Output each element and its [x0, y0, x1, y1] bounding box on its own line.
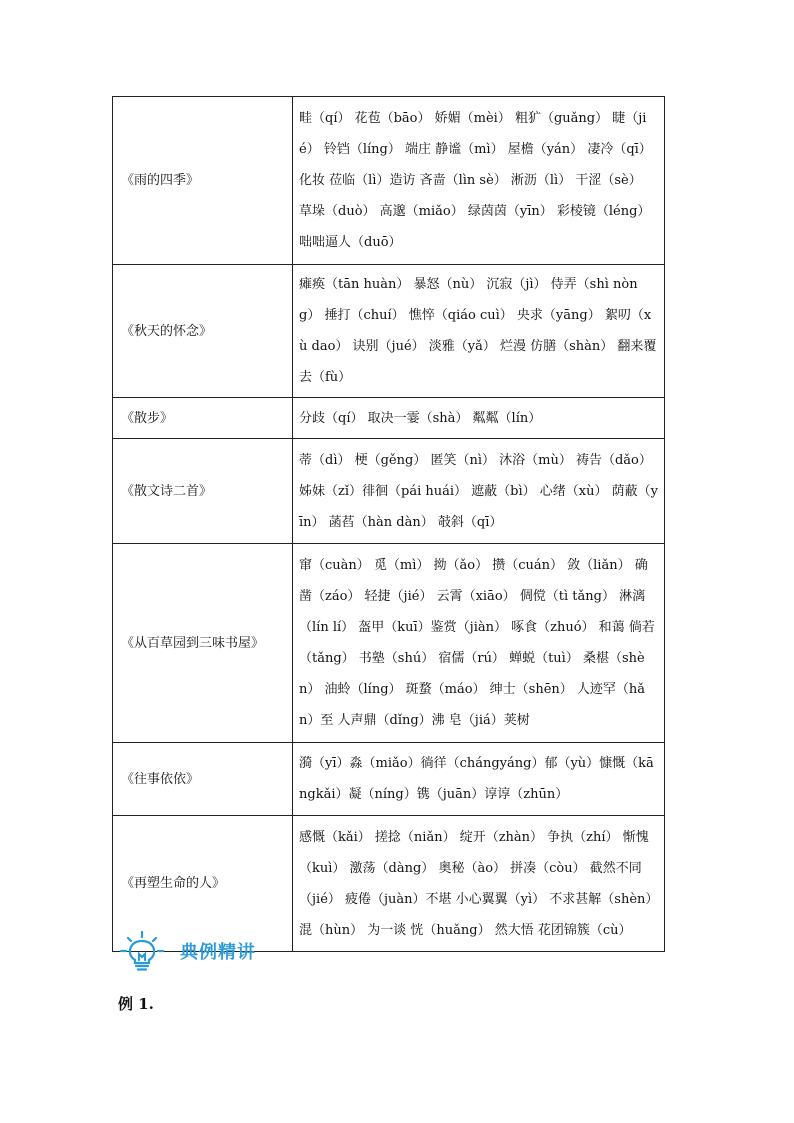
example-label: 例 1.	[118, 995, 154, 1013]
lesson-title: 《散步》	[113, 398, 293, 439]
lesson-words: 窜（cuàn） 觅（mì） 拗（ǎo） 攒（cuán） 敛（liǎn） 确凿（záo） 轻捷（jié） 云霄（xiāo） 倜傥（tì tǎng） 淋漓（lín lí） 盔甲（kuī）鉴赏（jiàn） 啄食（zhuó） 和蔼 倘若（tǎng） 书塾（shú） 宿儒（rú） 蝉蜕（tuì） 桑椹（shèn） 油蛉（líng） 斑蝥（máo） 绅士（shēn） 人迹罕（hǎn）至 人声鼎（dǐng）沸 皂（jiá）荚树	[293, 544, 665, 743]
table-row	[113, 544, 665, 743]
table-row	[113, 743, 665, 816]
lesson-words: 畦（qí） 花苞（bāo） 娇媚（mèi） 粗犷（guǎng） 睫（jié） 铃铛（líng） 端庄 静谧（mì） 屋檐（yán） 凄冷（qī） 化妆 莅临（lì）造访 吝啬（lìn sè） 淅沥（lì） 干涩（sè） 草垛（duò） 高邈（miǎo） 绿茵茵（yīn） 彩棱镜（léng） 咄咄逼人（duō）	[293, 97, 665, 265]
lesson-words: 感慨（kǎi） 搓捻（niǎn） 绽开（zhàn） 争执（zhí） 惭愧（kuì） 激荡（dàng） 奥秘（ào） 拼凑（còu） 截然不同（jié） 疲倦（juàn）不堪 小心翼翼（yì） 不求甚解（shèn）混（hùn） 为一谈 恍（huǎng） 然大悟 花团锦簇（cù）	[293, 816, 665, 952]
section-header	[118, 930, 418, 972]
lesson-title: 《再塑生命的人》	[113, 816, 293, 952]
section-title: 典例精讲	[180, 942, 256, 963]
lesson-words: 漪（yī）淼（miǎo）徜徉（chángyáng）郁（yù）慷慨（kāngkǎi）凝（níng）镌（juān）谆谆（zhūn）	[293, 743, 665, 816]
lesson-title: 《从百草园到三味书屋》	[113, 544, 293, 743]
table-row	[113, 265, 665, 398]
table-row	[113, 398, 665, 439]
lesson-title: 《雨的四季》	[113, 97, 293, 265]
lesson-title: 《散文诗二首》	[113, 439, 293, 544]
lesson-title: 《秋天的怀念》	[113, 265, 293, 398]
lesson-title: 《往事依依》	[113, 743, 293, 816]
lightbulb-icon	[118, 930, 166, 972]
table-row	[113, 97, 665, 265]
lesson-words: 蒂（dì） 梗（gěng） 匿笑（nì） 沐浴（mù） 祷告（dǎo） 姊妹（zǐ）徘徊（pái huái） 遮蔽（bì） 心绪（xù） 荫蔽（yīn） 菡萏（hàn dàn） 攲斜（qī）	[293, 439, 665, 544]
lesson-words: 瘫痪（tān huàn） 暴怒（nù） 沉寂（jì） 侍弄（shì nòng） 捶打（chuí） 憔悴（qiáo cuì） 央求（yāng） 絮叨（xù dao） 诀别（jué） 淡雅（yǎ） 烂漫 仿膳（shàn） 翻来覆去（fù）	[293, 265, 665, 398]
vocabulary-table	[112, 96, 665, 952]
lesson-words: 分歧（qí） 取决一霎（shà） 粼粼（lín）	[293, 398, 665, 439]
table-row	[113, 439, 665, 544]
